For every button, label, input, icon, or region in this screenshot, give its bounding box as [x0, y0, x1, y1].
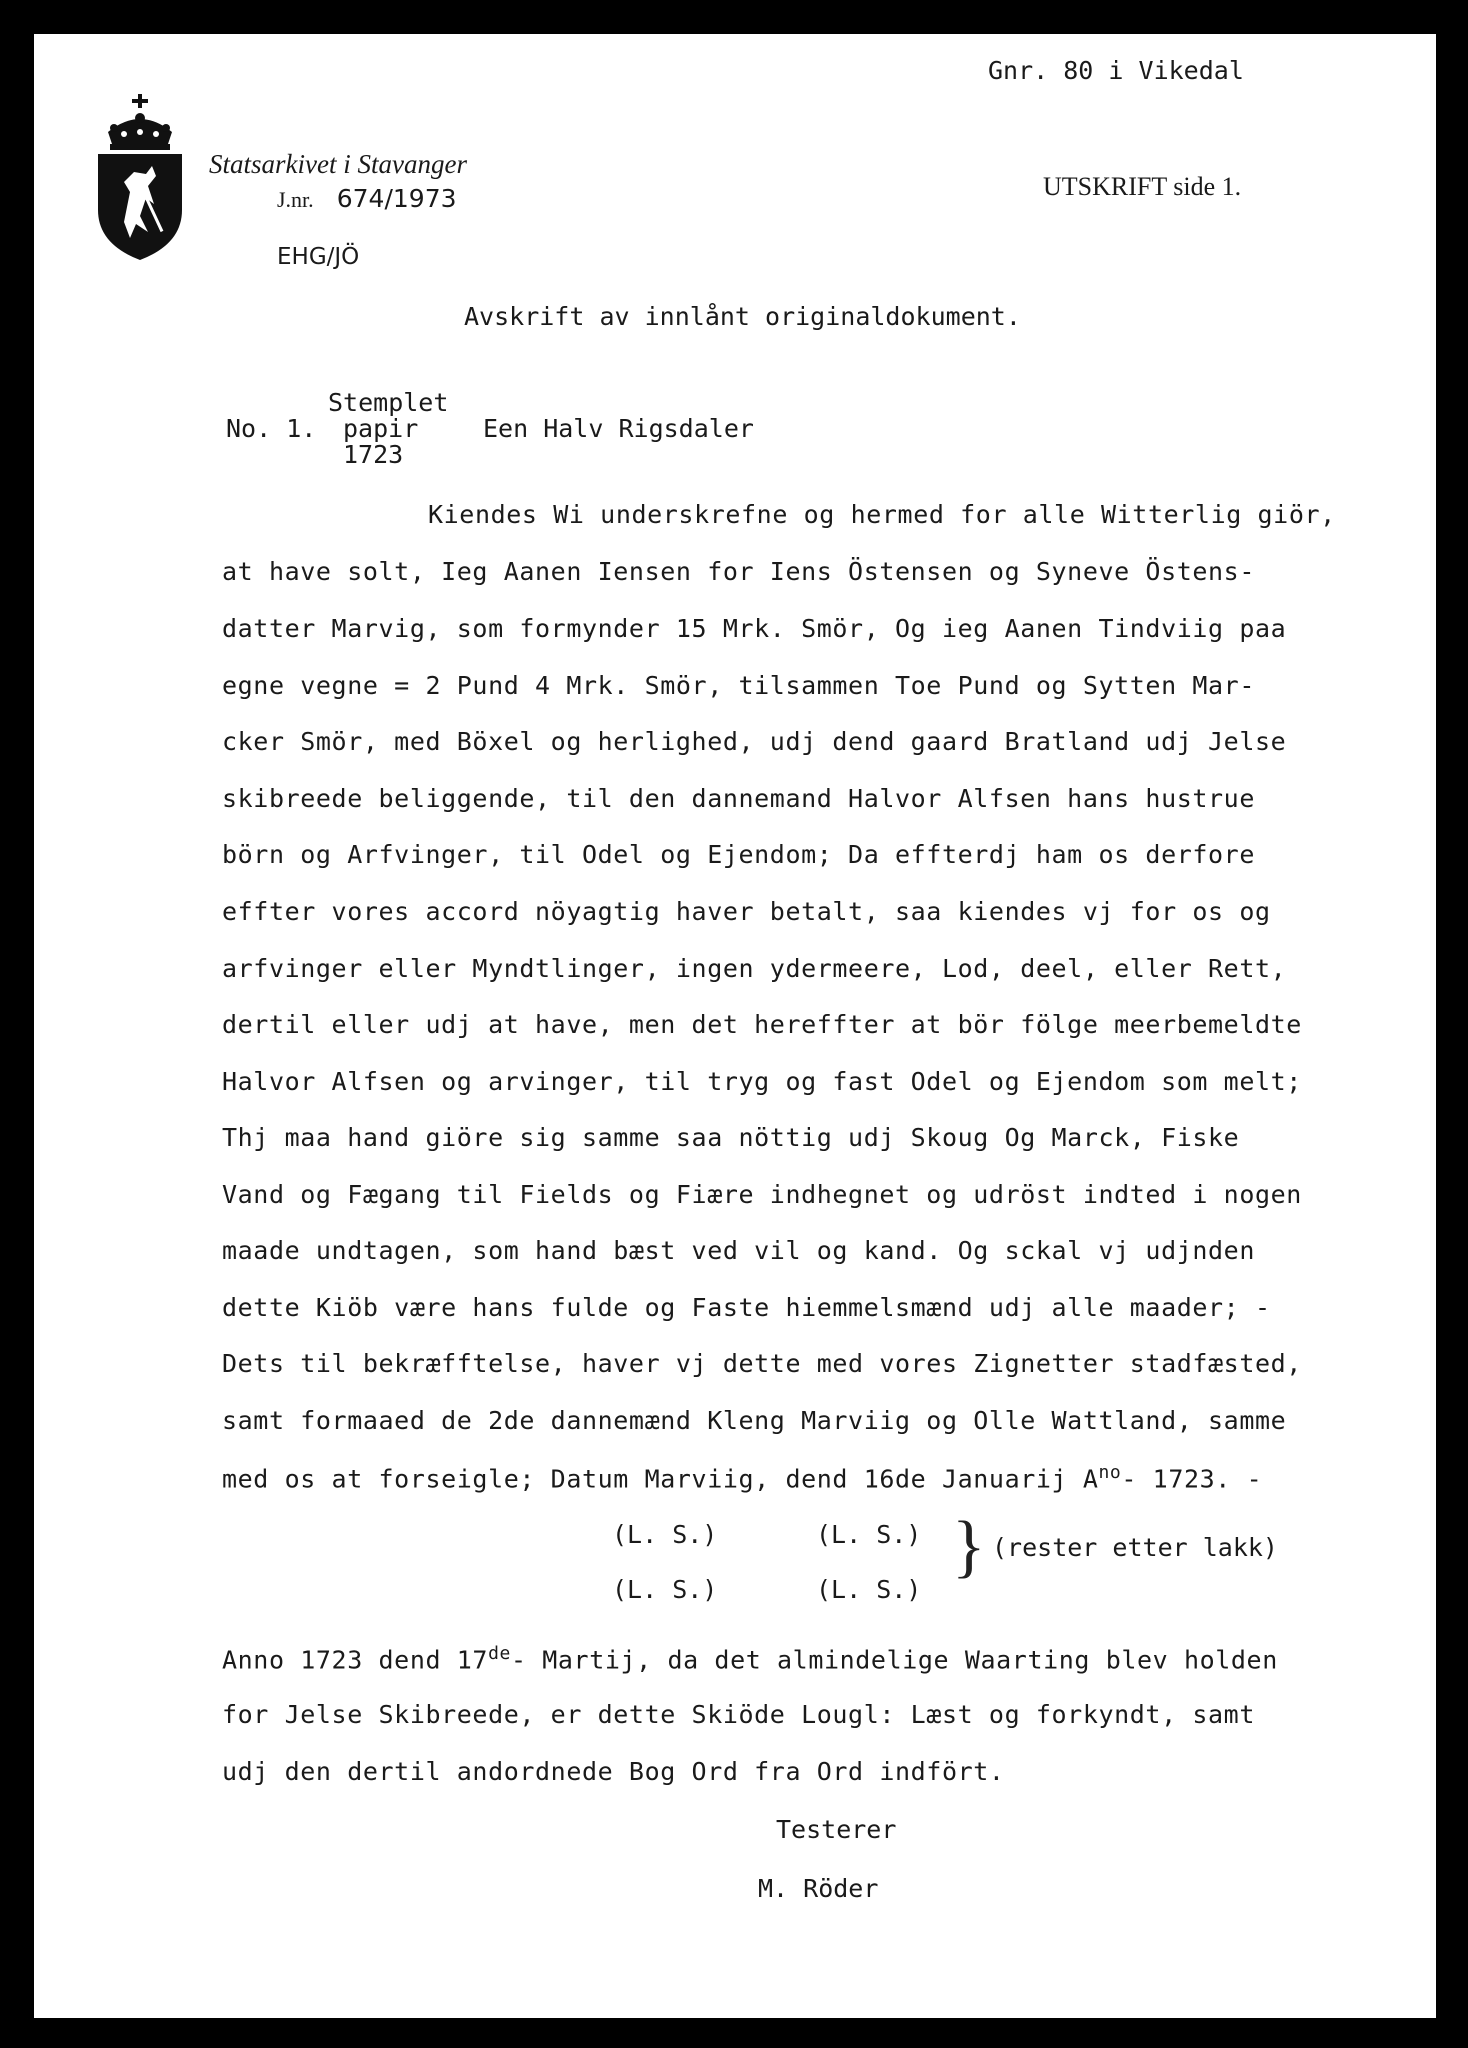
- paragraph-line-2: at have solt, Ieg Aanen Iensen for Iens Östensen og Syneve Östens-: [222, 557, 1255, 586]
- paragraph-line-13: Vand og Fægang til Fields og Fiære indhegnet og udröst indted i nogen: [222, 1180, 1302, 1209]
- paragraph-line-3: datter Marvig, som formynder 15 Mrk. Smör, Og ieg Aanen Tindviig paa: [222, 614, 1287, 643]
- paragraph-line-14: maade undtagen, som hand bæst ved vil og kand. Og sckal vj udjnden: [222, 1236, 1255, 1265]
- testerer-label: Testerer: [776, 1815, 897, 1844]
- dated-year: - 1723. -: [1121, 1464, 1263, 1494]
- anno-superscript: no: [1098, 1462, 1122, 1483]
- seal-brace: }: [952, 1508, 986, 1585]
- registration-line-3: udj den dertil andordnede Bog Ord fra Ord indfört.: [222, 1757, 1005, 1786]
- stamp-year: 1723: [343, 440, 404, 469]
- utskrift-page-label: UTSKRIFT side 1.: [1043, 172, 1242, 201]
- paragraph-line-18: [222, 1462, 1262, 1493]
- signer-name: M. Röder: [758, 1874, 879, 1903]
- seal-4: (L. S.): [816, 1575, 922, 1604]
- paragraph-line-11: Halvor Alfsen og arvinger, til tryg og fast Odel og Ejendom som melt;: [222, 1067, 1302, 1096]
- paragraph-line-5: cker Smör, med Böxel og herlighed, udj dend gaard Bratland udj Jelse: [222, 727, 1287, 756]
- paragraph-line-12: Thj maa hand giöre sig samme saa nöttig udj Skoug Og Marck, Fiske: [222, 1123, 1240, 1152]
- seal-1: (L. S.): [612, 1520, 718, 1549]
- registration-date: Anno 1723 dend 17: [222, 1645, 489, 1675]
- stamp-word-papir: papir: [343, 414, 419, 443]
- registration-text: - Martij, da det almindelige Waarting blev holden: [510, 1645, 1278, 1675]
- journal-value: 674/1973: [336, 184, 457, 213]
- paragraph-line-6: skibreede beliggende, til den dannemand Halvor Alfsen hans hustrue: [222, 784, 1255, 813]
- registration-line-2: for Jelse Skibreede, er dette Skiöde Lougl: Læst og forkyndt, samt: [222, 1700, 1255, 1729]
- paragraph-line-10: dertil eller udj at have, men det hereffter at bör fölge meerbemeldte: [222, 1010, 1302, 1039]
- paragraph-line-8: effter vores accord nöyagtig haver betalt, saa kiendes vj for os og: [222, 897, 1271, 926]
- date-superscript: de: [488, 1643, 511, 1664]
- paragraph-line-9: arfvinger eller Myndtlinger, ingen ydermeere, Lod, deel, eller Rett,: [222, 954, 1287, 983]
- paragraph-line-16: Dets til bekræfftelse, haver vj dette med vores Zignetter stadfæsted,: [222, 1349, 1302, 1378]
- registration-line-1: [222, 1643, 1278, 1674]
- paragraph-line-15: dette Kiöb være hans fulde og Faste hiemmelsmænd udj alle maader; -: [222, 1293, 1271, 1322]
- seal-2: (L. S.): [816, 1520, 922, 1549]
- journal-number: [277, 184, 457, 213]
- farm-number: Gnr. 80 i Vikedal: [988, 56, 1244, 85]
- document-page: [34, 34, 1436, 2018]
- dated-text: med os at forseigle; Datum Marviig, dend 16de Januarij A: [222, 1464, 1099, 1494]
- initials: EHG/JÖ: [277, 244, 360, 270]
- seal-note: (rester etter lakk): [992, 1533, 1278, 1562]
- paragraph-line-1: Kiendes Wi underskrefne og hermed for alle Witterlig giör,: [428, 500, 1336, 529]
- paragraph-line-4: egne vegne = 2 Pund 4 Mrk. Smör, tilsammen Toe Pund og Sytten Mar-: [222, 671, 1255, 700]
- stamp-value: Een Halv Rigsdaler: [483, 414, 754, 443]
- stamp-number: No. 1.: [226, 414, 317, 443]
- stamp-word-stemplet: Stemplet: [328, 388, 449, 417]
- seal-3: (L. S.): [612, 1575, 718, 1604]
- journal-label: J.nr.: [277, 187, 314, 212]
- paragraph-line-17: samt formaaed de 2de dannemænd Kleng Marviig og Olle Wattland, samme: [222, 1406, 1287, 1435]
- document-title: Avskrift av innlånt originaldokument.: [464, 302, 1021, 331]
- institution-name: Statsarkivet i Stavanger: [209, 149, 467, 179]
- paragraph-line-7: börn og Arfvinger, til Odel og Ejendom; Da effterdj ham os derfore: [222, 840, 1255, 869]
- coat-of-arms-logo: [94, 92, 186, 262]
